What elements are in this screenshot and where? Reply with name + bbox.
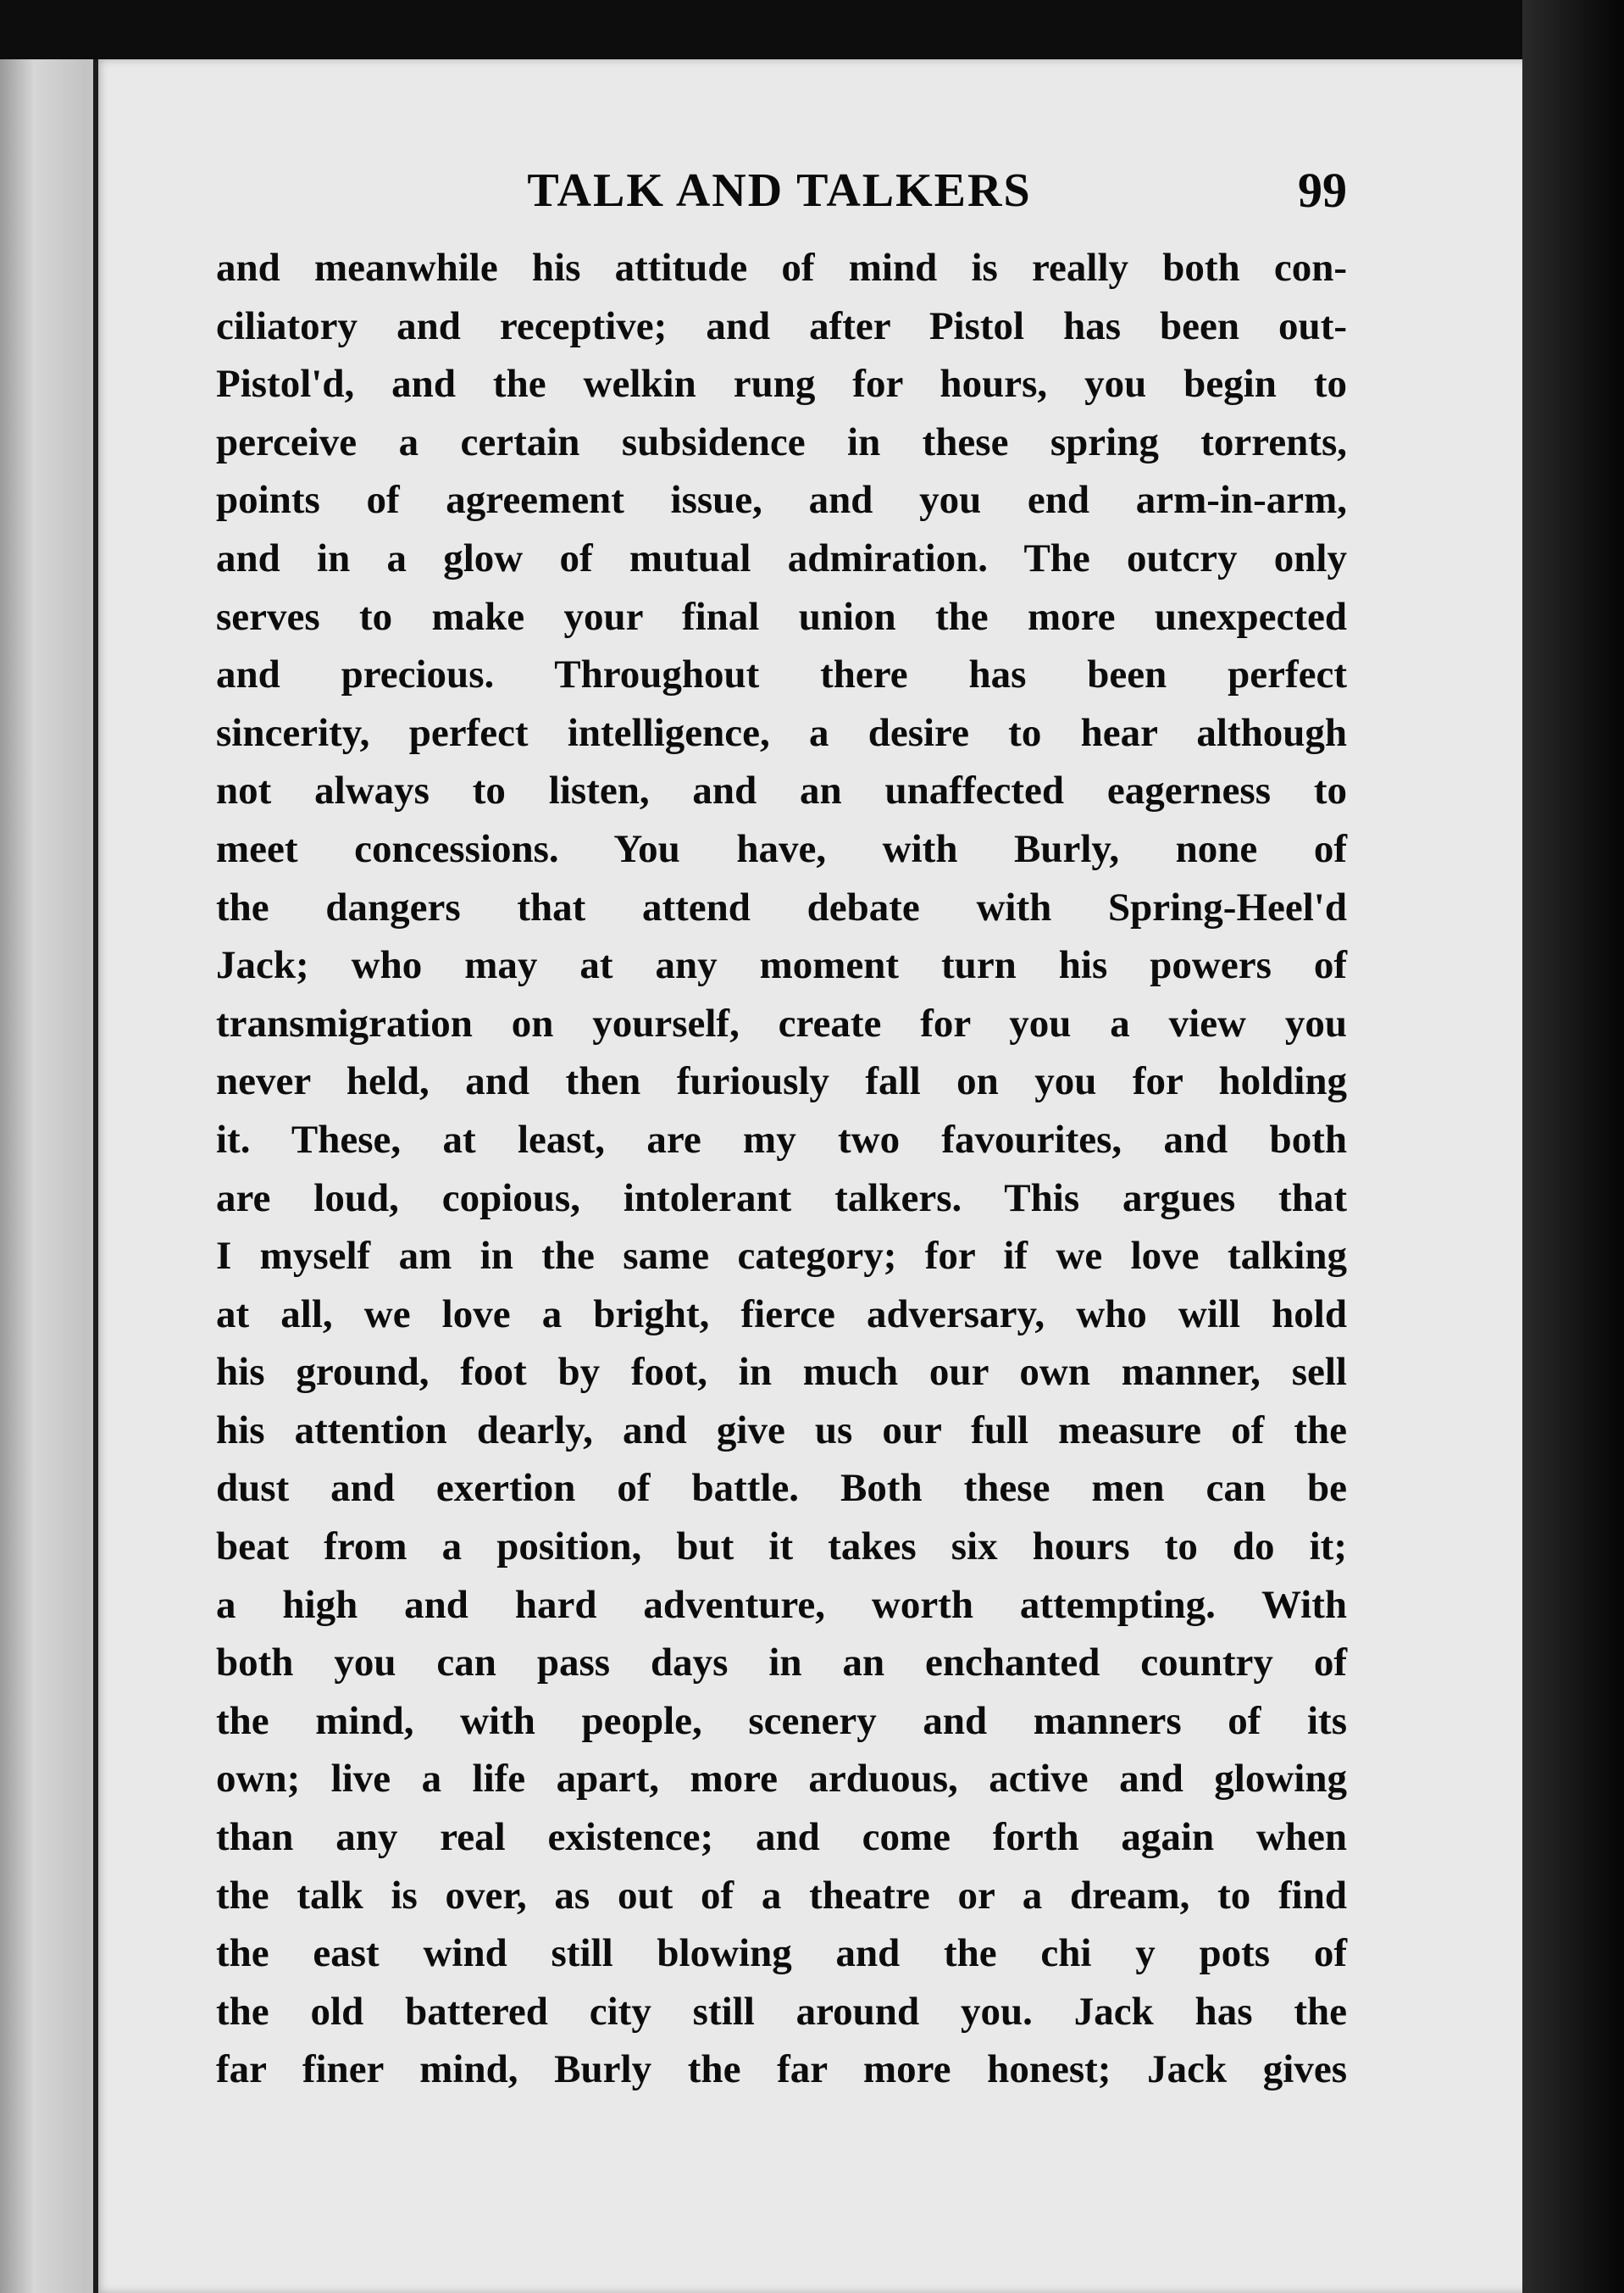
page-number: 99 (1298, 163, 1347, 218)
text-line: points of agreement issue, and you end arm-in-arm, (216, 478, 1347, 523)
text-line: the east wind still blowing and the chi y pots of (216, 1931, 1347, 1976)
text-line: Jack; who may at any moment turn his powers of (216, 943, 1347, 988)
text-line: are loud, copious, intolerant talkers. This argues that (216, 1175, 1347, 1220)
running-head: TALK AND TALKERS (527, 164, 1032, 217)
text-line: the old battered city still around you. Jack has the (216, 1989, 1347, 2034)
text-line: his attention dearly, and give us our full measure of the (216, 1407, 1347, 1452)
text-line: both you can pass days in an enchanted country of (216, 1641, 1347, 1685)
text-line: far finer mind, Burly the far more honest; Jack gives (216, 2047, 1347, 2092)
text-line: the dangers that attend debate with Spring-Heel'd (216, 885, 1347, 930)
text-line: his ground, foot by foot, in much our own manner, sell (216, 1350, 1347, 1395)
page-header (212, 161, 1347, 220)
text-line: not always to listen, and an unaffected eagerness to (216, 769, 1347, 813)
page-binding-edge (93, 59, 98, 2293)
text-line: and meanwhile his attitude of mind is really both con- (216, 246, 1347, 290)
text-line: never held, and then furiously fall on you for holding (216, 1059, 1347, 1104)
text-line: the talk is over, as out of a theatre or a dream, to find (216, 1873, 1347, 1918)
text-line: transmigration on yourself, create for you a view you (216, 1001, 1347, 1046)
text-line: at all, we love a bright, fierce adversary, who will hold (216, 1291, 1347, 1336)
text-line: than any real existence; and come forth again when (216, 1815, 1347, 1860)
text-line: Pistol'd, and the welkin rung for hours, you begin to (216, 362, 1347, 407)
text-line: and in a glow of mutual admiration. The outcry only (216, 536, 1347, 580)
text-line: beat from a position, but it takes six hours to do it; (216, 1524, 1347, 1569)
text-line: a high and hard adventure, worth attempting. With (216, 1582, 1347, 1627)
text-line: I myself am in the same category; for if we love talking (216, 1234, 1347, 1279)
text-line: it. These, at least, are my two favourites, and both (216, 1117, 1347, 1162)
text-line: sincerity, perfect intelligence, a desire to hear although (216, 710, 1347, 755)
text-line: ciliatory and receptive; and after Pistol has been out- (216, 303, 1347, 348)
left-page-gutter (0, 59, 93, 2293)
body-text (216, 239, 1347, 2099)
text-line: and precious. Throughout there has been perfect (216, 652, 1347, 697)
right-scan-border (1522, 0, 1624, 2293)
text-line: the mind, with people, scenery and manners of its (216, 1698, 1347, 1743)
text-line: dust and exertion of battle. Both these men can be (216, 1466, 1347, 1511)
text-line: perceive a certain subsidence in these spring torrents, (216, 419, 1347, 464)
text-line: serves to make your final union the more unexpected (216, 594, 1347, 639)
text-line: own; live a life apart, more arduous, active and glowing (216, 1757, 1347, 1802)
text-line: meet concessions. You have, with Burly, none of (216, 826, 1347, 871)
